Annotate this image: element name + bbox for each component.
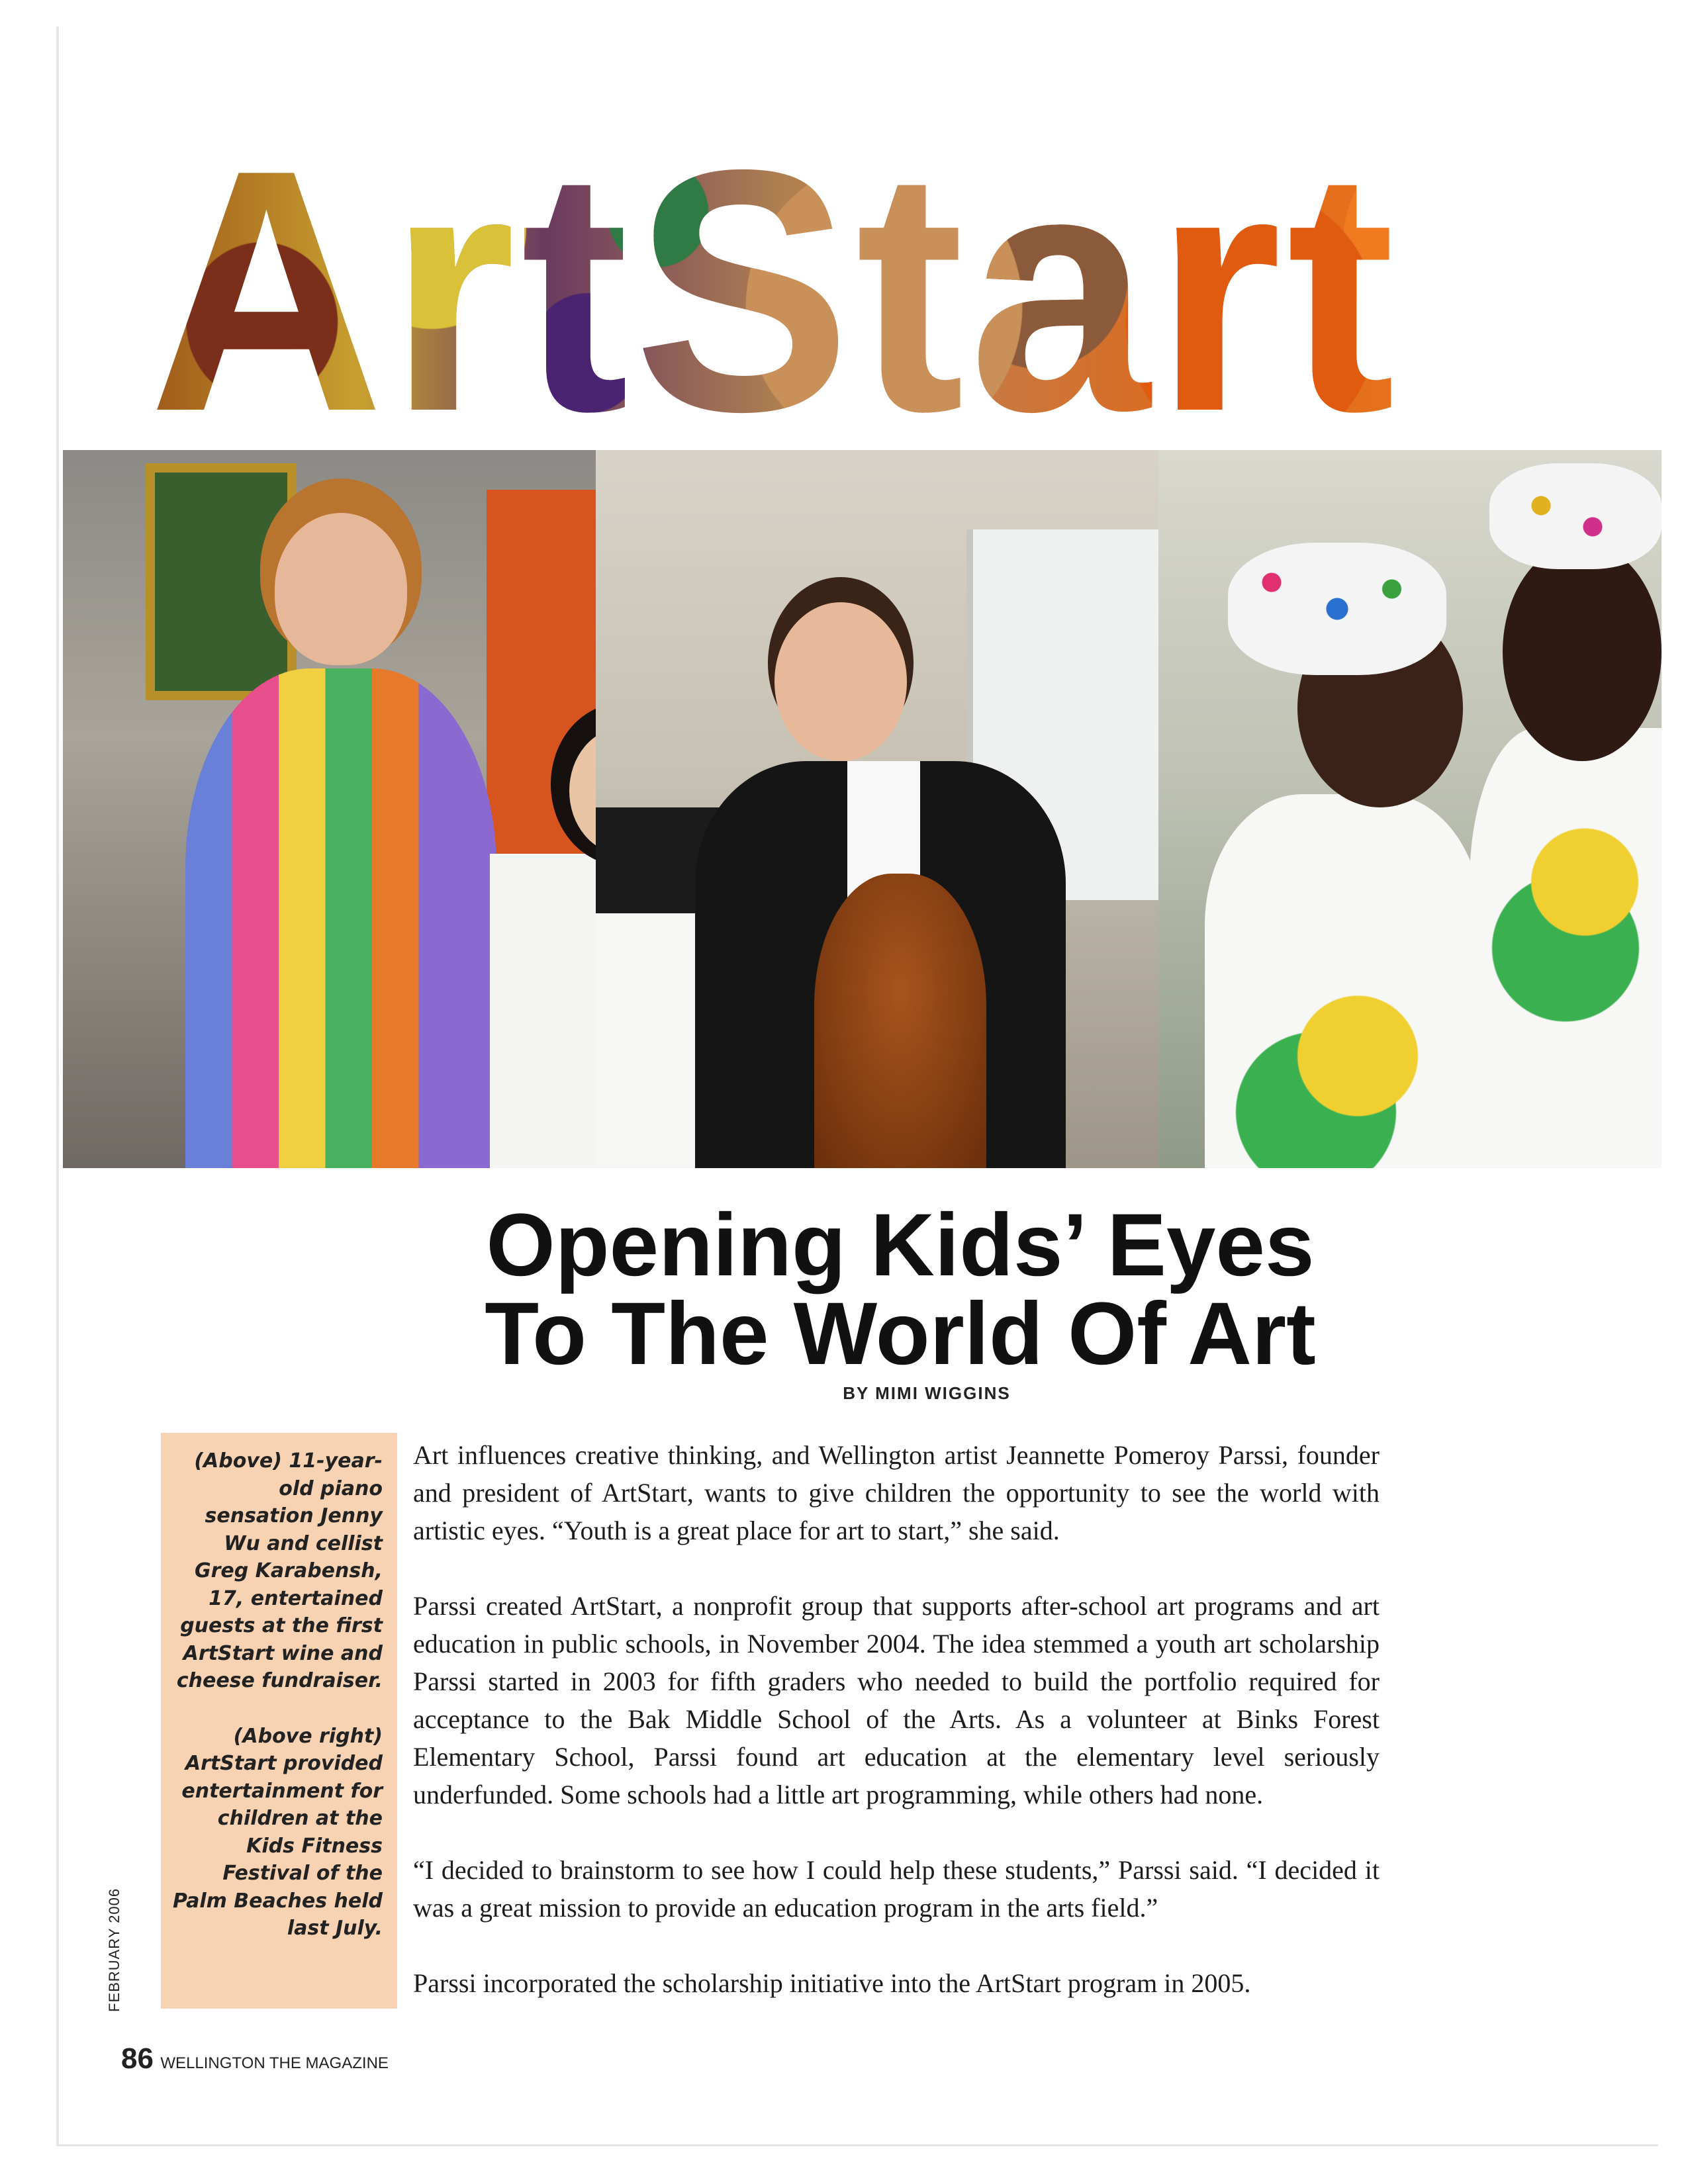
article-body [413,1436,1380,2040]
headline-line-2: To The World Of Art [485,1285,1316,1383]
photo-musicians [596,450,1158,1168]
polka-dot-bow-shape [1228,543,1446,675]
photo-caption-sidebar [161,1433,397,2009]
girl-shirt-shape [490,854,596,1168]
caption-above-right: (Above right) ArtStart provided entertainment for children at the Kids Fitness Festival of the Palm Beaches held last July. [173,1724,383,1940]
publication-name: WELLINGTON THE MAGAZINE [160,2054,389,2072]
page-edge-left [56,26,59,2144]
boy-head-shape [774,602,907,761]
masthead-title: ArtStart [149,136,1563,447]
tshirt-shape [1205,794,1483,1168]
body-paragraph: Parssi incorporated the scholarship initiative into the ArtStart program in 2005. [413,1968,1251,1998]
photo-founder-with-musician [63,450,596,1168]
caption-above: (Above) 11-year-old piano sensation Jenny Wu and cellist Greg Karabensh, 17, entertained guests at the first ArtStart wine and cheese fundraiser. [176,1449,383,1692]
cello-shape [814,874,986,1168]
body-paragraph: “I decided to brainstorm to see how I could help these students,” Parssi said. “I decided it was a great mission to provide an education program in the arts field.” [413,1855,1380,1923]
body-paragraph: Parssi created ArtStart, a nonprofit group that supports after-school art programs and art education in public schools, in November 2004. The idea stemmed a youth art scholarship Parssi started in 2003 for fifth graders who needed to build the portfolio required for acceptance to the Bak Middle School of the Arts. As a volunteer at Binks Forest Elementary School, Parssi found art education at the elementary level seriously underfunded. Some schools had a little art programming, while others had none. [413,1591,1380,1809]
headline-line-1: Opening Kids’ Eyes [486,1196,1315,1295]
issue-date: FEBRUARY 2006 [106,1888,122,2012]
page-edge-bottom [56,2144,1658,2146]
byline: BY MIMI WIGGINS [843,1383,1011,1403]
polka-dot-bow-shape [1489,463,1662,569]
page-folio [121,2042,518,2082]
photo-strip [63,450,1662,1168]
article-headline [397,1196,1403,1383]
tshirt-shape [1470,728,1662,1168]
photo-kids-festival [1158,450,1662,1168]
woman-dress-shape [185,668,496,1168]
girl-head-shape [1503,543,1662,761]
woman-head-shape [275,513,407,665]
body-paragraph: Art influences creative thinking, and Wellington artist Jeannette Pomeroy Parssi, founder and president of ArtStart, wants to give children the opportunity to see the world with artistic eyes. “Youth is a great place for art to start,” she said. [413,1440,1380,1545]
framed-painting-shape [146,463,297,700]
page-number: 86 [121,2042,154,2075]
